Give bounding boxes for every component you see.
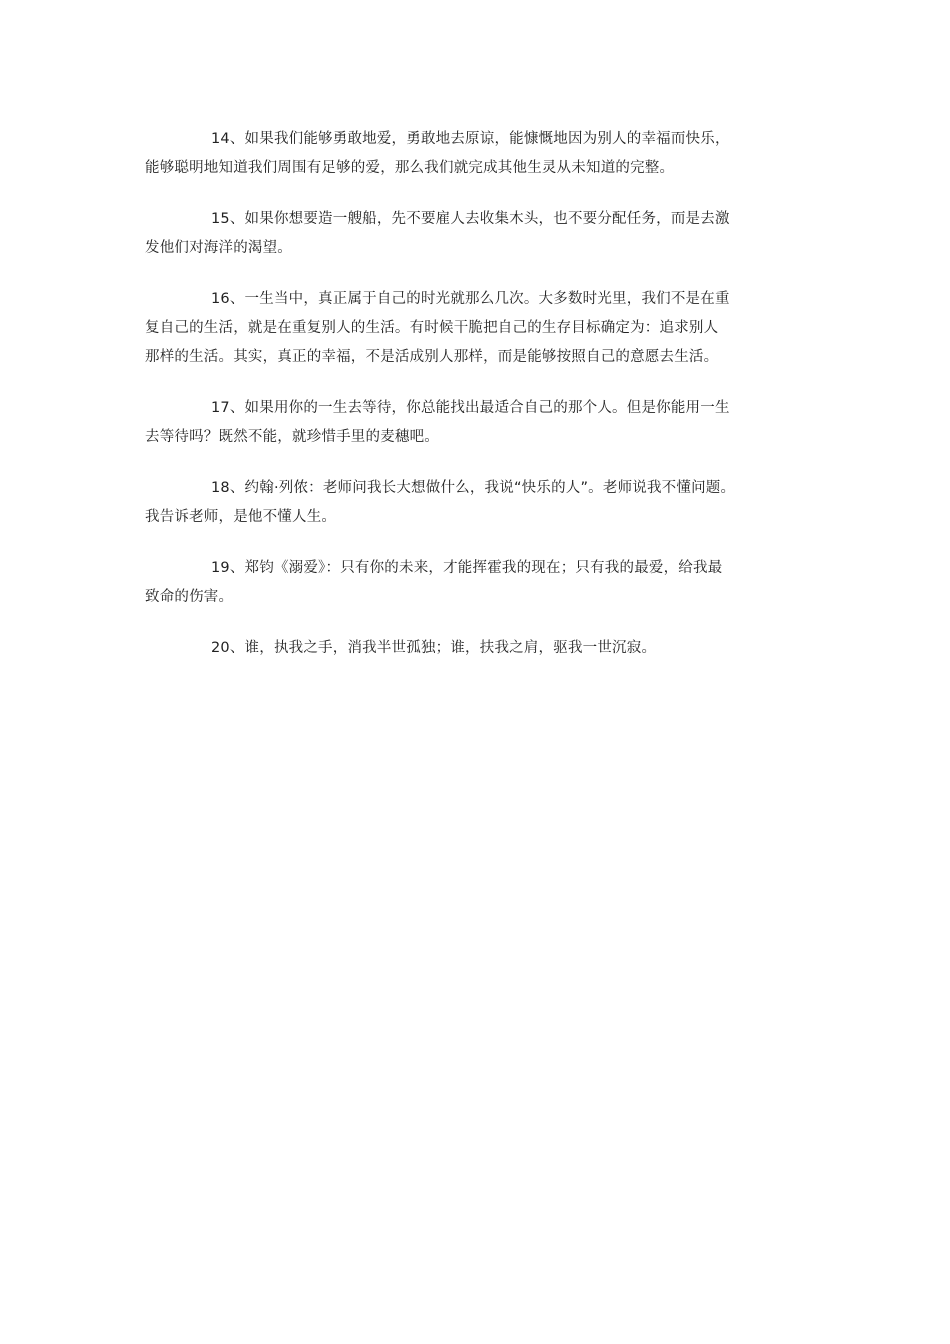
paragraph-line: 20、谁，执我之手，消我半世孤独；谁，扶我之肩，驱我一世沉寂。 (211, 640, 657, 656)
paragraph-line: 复自己的生活，就是在重复别人的生活。有时候干脆把自己的生存目标确定为：追求别人 (145, 320, 719, 336)
paragraph-line: 19、郑钧《溺爱》：只有你的未来，才能挥霍我的现在；只有我的最爱，给我最 (211, 560, 723, 576)
paragraph-line: 那样的生活。其实，真正的幸福，不是活成别人那样，而是能够按照自己的意愿去生活。 (145, 349, 719, 365)
paragraph-line: 能够聪明地知道我们周围有足够的爱，那么我们就完成其他生灵从未知道的完整。 (145, 160, 675, 176)
paragraph-18 (145, 474, 815, 532)
paragraph-line: 致命的伤害。 (145, 589, 234, 605)
paragraph-line: 17、如果用你的一生去等待，你总能找出最适合自己的那个人。但是你能用一生 (211, 400, 730, 416)
paragraph-line: 16、一生当中，真正属于自己的时光就那么几次。大多数时光里，我们不是在重 (211, 291, 730, 307)
paragraph-16 (145, 285, 815, 372)
paragraph-15 (145, 205, 815, 263)
paragraph-14 (145, 125, 815, 183)
paragraph-line: 去等待吗？既然不能，就珍惜手里的麦穗吧。 (145, 429, 439, 445)
paragraph-19 (145, 554, 815, 612)
paragraph-line: 18、约翰·列侬：老师问我长大想做什么，我说“快乐的人”。老师说我不懂问题。 (211, 480, 736, 496)
paragraph-line: 14、如果我们能够勇敢地爱，勇敢地去原谅，能慷慨地因为别人的幸福而快乐， (211, 131, 730, 147)
paragraph-17 (145, 394, 815, 452)
paragraph-line: 发他们对海洋的渴望。 (145, 240, 292, 256)
document-body (145, 125, 815, 685)
paragraph-line: 我告诉老师，是他不懂人生。 (145, 509, 337, 525)
paragraph-line: 15、如果你想要造一艘船，先不要雇人去收集木头，也不要分配任务，而是去激 (211, 211, 730, 227)
paragraph-20 (145, 634, 815, 663)
